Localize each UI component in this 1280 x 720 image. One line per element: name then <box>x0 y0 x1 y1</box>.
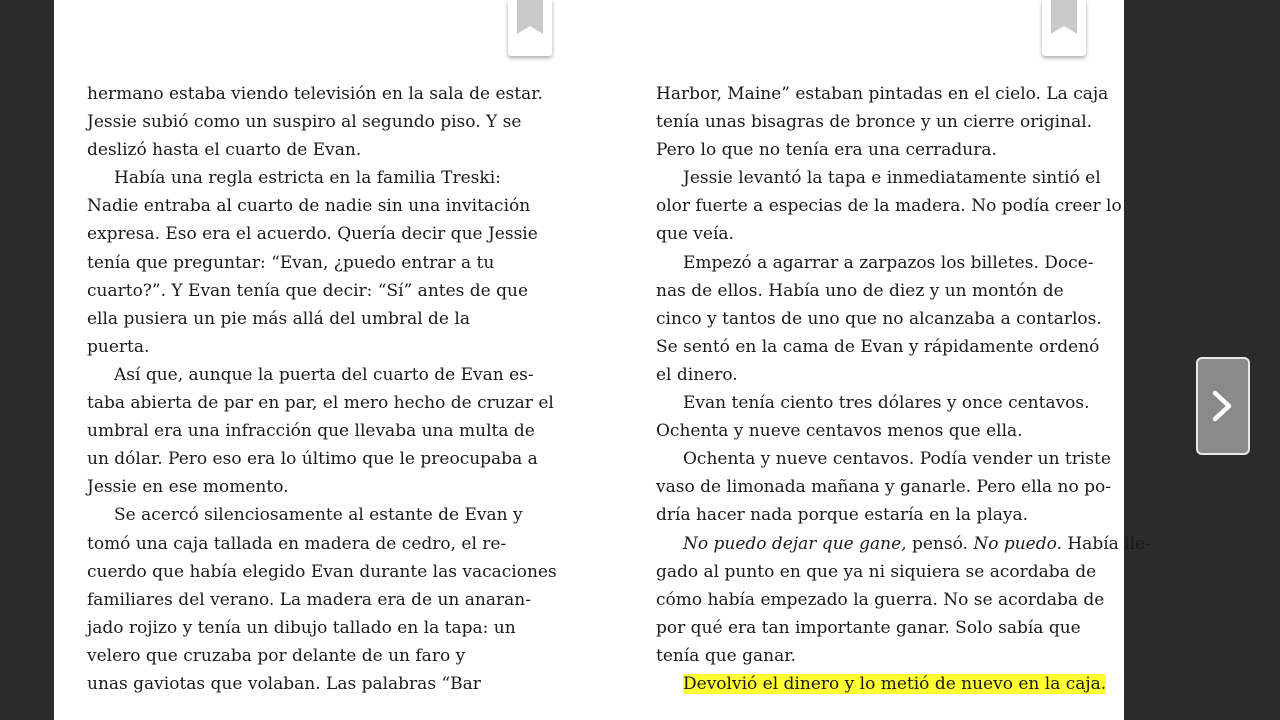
text-line: cómo había empezado la guerra. No se acordaba de <box>656 589 1105 610</box>
text-line: vaso de limonada mañana y ganarle. Pero ella no po- <box>656 477 1111 498</box>
text-line: expresa. Eso era el acuerdo. Quería decir que Jessie <box>87 224 538 245</box>
text-line: velero que cruzaba por delante de un faro y <box>87 645 466 666</box>
reader-page-area <box>54 0 1151 720</box>
left-bookmark[interactable] <box>508 0 552 56</box>
text-line: puerta. <box>87 336 150 357</box>
text-line: gado al punto en que ya ni siquiera se acordaba de <box>656 561 1097 582</box>
text-line: nas de ellos. Había uno de diez y un montón de <box>656 280 1064 301</box>
right-page-text <box>656 80 1151 698</box>
text-line: familiares del verano. La madera era de un anaran- <box>87 589 531 610</box>
text-line: umbral era una infracción que llevaba una multa de <box>87 421 535 442</box>
text-line: Pero lo que no tenía era una cerradura. <box>656 140 997 161</box>
text-line: Ochenta y nueve centavos menos que ella. <box>656 421 1023 442</box>
text-line: Había una regla estricta en la familia Treski: <box>114 168 501 189</box>
highlight[interactable]: Devolvió el dinero y lo metió de nuevo en la caja. <box>683 673 1107 694</box>
next-page-button[interactable] <box>1196 357 1250 455</box>
italic-text: No puedo dejar que gane, <box>683 533 907 554</box>
text-span: Había lle- <box>1061 533 1151 554</box>
left-page-text <box>87 80 557 698</box>
text-line: jado rojizo y tenía un dibujo tallado en la tapa: un <box>87 617 516 638</box>
text-line: Se sentó en la cama de Evan y rápidamente ordenó <box>656 336 1100 357</box>
italic-text: No puedo. <box>973 533 1062 554</box>
right-bookmark[interactable] <box>1042 0 1086 56</box>
text-line: tomó una caja tallada en madera de cedro, el re- <box>87 533 507 554</box>
text-line <box>656 530 1151 558</box>
text-line: olor fuerte a especias de la madera. No podía creer lo <box>656 196 1122 217</box>
text-line: Se acercó silenciosamente al estante de Evan y <box>114 505 523 526</box>
text-line: cuerdo que había elegido Evan durante las vacaciones <box>87 561 557 582</box>
text-line: Empezó a agarrar a zarpazos los billetes. Doce- <box>683 252 1094 273</box>
text-line: tenía unas bisagras de bronce y un cierre original. <box>656 112 1093 133</box>
text-line: por qué era tan importante ganar. Solo sabía que <box>656 617 1081 638</box>
text-line: Jessie subió como un suspiro al segundo piso. Y se <box>87 112 522 133</box>
text-line: cuarto?”. Y Evan tenía que decir: “Sí” antes de que <box>87 280 529 301</box>
text-line: un dólar. Pero eso era lo último que le preocupaba a <box>87 449 538 470</box>
text-line: tenía que preguntar: “Evan, ¿puedo entrar a tu <box>87 252 495 273</box>
text-line: Harbor, Maine” estaban pintadas en el cielo. La caja <box>656 84 1109 104</box>
text-line: que veía. <box>656 224 734 245</box>
bookmark-icon <box>1051 0 1077 34</box>
chevron-right-icon <box>1210 390 1236 422</box>
text-line: Evan tenía ciento tres dólares y once centavos. <box>683 393 1090 414</box>
text-line: unas gaviotas que volaban. Las palabras “Bar <box>87 673 481 694</box>
text-line: tenía que ganar. <box>656 645 796 666</box>
text-span: pensó. <box>906 533 974 554</box>
text-line: ella pusiera un pie más allá del umbral de la <box>87 308 470 329</box>
text-line: deslizó hasta el cuarto de Evan. <box>87 140 362 161</box>
text-line: el dinero. <box>656 364 738 385</box>
text-line: dría hacer nada porque estaría en la playa. <box>656 505 1029 526</box>
text-line: hermano estaba viendo televisión en la sala de estar. <box>87 84 543 104</box>
bookmark-icon <box>517 0 543 34</box>
highlighted-line[interactable] <box>656 670 1151 698</box>
text-line: Jessie en ese momento. <box>87 477 289 498</box>
text-line: Nadie entraba al cuarto de nadie sin una invitación <box>87 196 531 217</box>
text-line: Jessie levantó la tapa e inmediatamente sintió el <box>683 168 1101 189</box>
text-line: taba abierta de par en par, el mero hecho de cruzar el <box>87 393 554 414</box>
text-line: cinco y tantos de uno que no alcanzaba a contarlos. <box>656 308 1102 329</box>
text-line: Así que, aunque la puerta del cuarto de Evan es- <box>114 364 534 385</box>
text-line: Ochenta y nueve centavos. Podía vender un triste <box>683 449 1111 470</box>
